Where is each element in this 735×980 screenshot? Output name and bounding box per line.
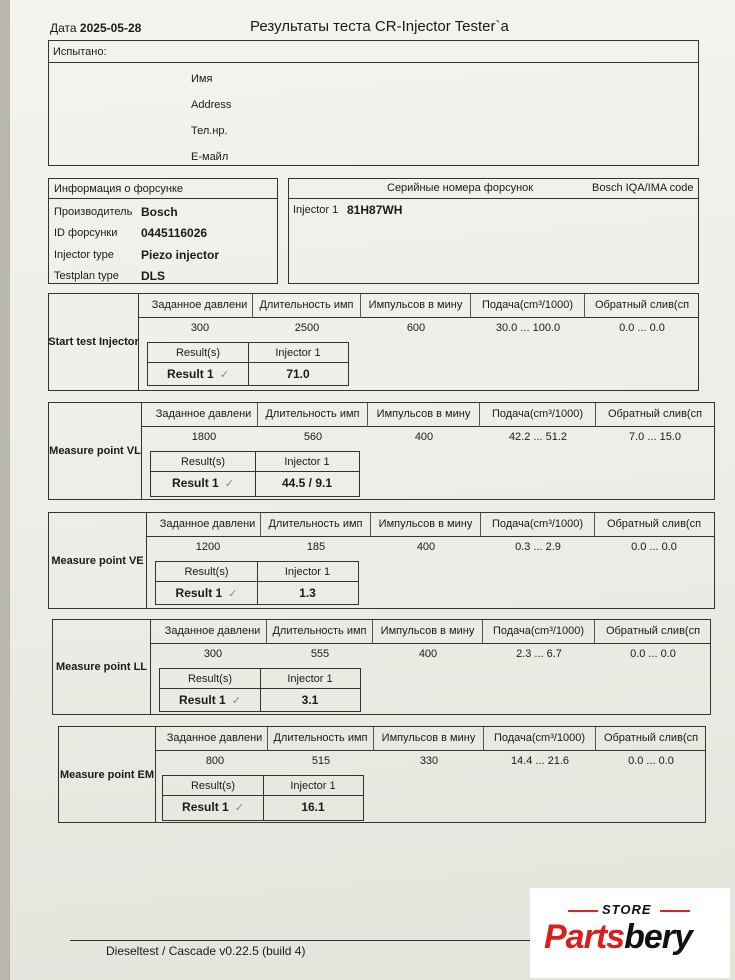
col-pulses: Импульсов в мину — [371, 513, 481, 537]
testplan-type-label: Testplan type — [54, 270, 119, 282]
section-label: Measure point LL — [53, 620, 151, 714]
col-delivery: Подача(cm³/1000) — [484, 727, 596, 751]
section-measure-ll — [52, 619, 711, 715]
section-label: Measure point VL — [49, 403, 142, 499]
col-duration: Длительность имп — [261, 513, 371, 537]
section-measure-em — [58, 726, 706, 823]
col-pressure: Заданное давлени — [162, 727, 268, 751]
result-row-label — [163, 796, 263, 818]
tested-by-box — [48, 40, 699, 166]
result-1-label: Result 1 — [167, 367, 214, 381]
section-measure-vl — [48, 402, 715, 500]
value-delivery: 42.2 ... 51.2 — [508, 431, 568, 443]
col-return: Обратный слив(cп — [603, 732, 699, 744]
value-pulses: 330 — [419, 755, 439, 767]
col-pulses: Импульсов в мину — [373, 620, 483, 644]
col-delivery: Подача(cm³/1000) — [481, 513, 595, 537]
partsbery-logo — [530, 888, 730, 978]
value-return: 0.0 ... 0.0 — [631, 541, 677, 553]
field-email: Е-майл — [191, 151, 229, 163]
col-pulses: Импульсов в мину — [368, 403, 480, 427]
column-header-row — [151, 620, 710, 644]
report-date — [50, 21, 141, 35]
tested-heading: Испытано: — [53, 46, 107, 58]
result-table — [150, 451, 360, 497]
col-duration: Длительность имп — [253, 294, 361, 318]
value-delivery: 30.0 ... 100.0 — [495, 322, 561, 334]
check-icon: ✓ — [228, 588, 238, 600]
date-value: 2025-05-28 — [79, 21, 142, 35]
section-label: Measure point VE — [49, 513, 147, 608]
check-icon: ✓ — [219, 369, 229, 381]
injector-id-label: ID форсунки — [54, 227, 118, 239]
result-table — [159, 668, 361, 712]
value-pressure: 1200 — [195, 541, 221, 553]
serial-numbers-box — [288, 178, 699, 284]
col-return: Обратный слив(cп — [607, 408, 703, 420]
column-header-row — [156, 727, 705, 751]
logo-store-text: STORE — [602, 902, 652, 917]
result-1-label: Result 1 — [175, 586, 223, 600]
col-pressure: Заданное давлени — [150, 403, 258, 427]
column-header-row — [142, 403, 714, 427]
col-pressure: Заданное давлени — [147, 294, 253, 318]
logo-brand-red: Parts — [544, 918, 625, 956]
result-value: 16.1 — [301, 800, 325, 814]
results-header: Result(s) — [163, 776, 263, 796]
value-duration: 2500 — [294, 322, 320, 334]
value-delivery: 2.3 ... 6.7 — [516, 648, 562, 660]
injector-id-value: 0445116026 — [141, 226, 208, 240]
results-header: Result(s) — [160, 669, 260, 689]
col-pulses: Импульсов в мину — [361, 294, 471, 318]
result-table — [155, 561, 359, 605]
col-return: Обратный слив(cп — [605, 625, 701, 637]
check-icon: ✓ — [231, 695, 241, 707]
logo-brand — [544, 918, 692, 957]
col-duration: Длительность имп — [268, 727, 374, 751]
field-phone: Тел.нр. — [191, 125, 228, 137]
value-duration: 560 — [303, 431, 323, 443]
value-delivery: 0.3 ... 2.9 — [515, 541, 561, 553]
tested-header — [49, 41, 698, 63]
result-row-label — [151, 472, 255, 494]
manufacturer-label: Производитель — [54, 206, 133, 218]
result-table — [162, 775, 364, 821]
value-return: 7.0 ... 15.0 — [629, 431, 681, 443]
result-value: 71.0 — [286, 367, 310, 381]
result-row-label — [156, 582, 257, 604]
result-row-label — [160, 689, 260, 711]
col-pressure: Заданное давлени — [155, 513, 261, 537]
col-delivery: Подача(cm³/1000) — [480, 403, 596, 427]
value-pulses: 400 — [418, 648, 438, 660]
serial-header — [289, 179, 698, 199]
value-return: 0.0 ... 0.0 — [628, 755, 674, 767]
injector-type-label: Injector type — [54, 249, 114, 261]
injector-header: Injector 1 — [248, 343, 348, 363]
value-pressure: 300 — [203, 648, 223, 660]
value-duration: 185 — [306, 541, 326, 553]
section-label: Measure point EM — [59, 727, 156, 822]
col-pressure: Заданное давлени — [159, 620, 267, 644]
section-label: Start test Injector — [49, 294, 139, 390]
check-icon: ✓ — [224, 478, 234, 490]
check-icon: ✓ — [234, 802, 244, 814]
serial-injector-value: 81H87WH — [347, 203, 403, 217]
col-return: Обратный слив(cп — [594, 299, 690, 311]
col-delivery: Подача(cm³/1000) — [471, 294, 585, 318]
value-pulses: 400 — [414, 431, 434, 443]
col-delivery: Подача(cm³/1000) — [483, 620, 595, 644]
value-pulses: 600 — [406, 322, 426, 334]
footer-version: Dieseltest / Cascade v0.22.5 (build 4) — [106, 944, 306, 958]
value-duration: 555 — [310, 648, 330, 660]
serial-injector-label: Injector 1 — [293, 204, 339, 216]
footer-divider — [70, 940, 570, 941]
col-duration: Длительность имп — [267, 620, 373, 644]
result-value: 44.5 / 9.1 — [281, 476, 333, 490]
result-value: 1.3 — [299, 586, 316, 600]
column-header-row — [147, 513, 714, 537]
injector-info-heading: Информация о форсунке — [54, 183, 183, 195]
logo-brand-black: bery — [624, 918, 692, 956]
result-1-label: Result 1 — [182, 800, 229, 814]
date-label: Дата — [50, 21, 77, 35]
section-start-test — [48, 293, 699, 391]
iqa-code-heading: Bosch IQA/IMA code — [592, 182, 694, 194]
injector-header: Injector 1 — [260, 669, 360, 689]
section-measure-ve — [48, 512, 715, 609]
result-1-label: Result 1 — [172, 476, 219, 490]
injector-header: Injector 1 — [255, 452, 359, 472]
logo-line-right — [660, 910, 690, 912]
col-duration: Длительность имп — [258, 403, 368, 427]
value-return: 0.0 ... 0.0 — [619, 322, 665, 334]
value-delivery: 14.4 ... 21.6 — [510, 755, 570, 767]
value-return: 0.0 ... 0.0 — [630, 648, 676, 660]
report-title: Результаты теста CR-Injector Tester`a — [250, 18, 509, 35]
results-header: Result(s) — [156, 562, 257, 582]
field-name: Имя — [191, 73, 213, 85]
value-pulses: 400 — [416, 541, 436, 553]
col-pulses: Импульсов в мину — [374, 727, 484, 751]
logo-line-left — [568, 910, 598, 912]
result-value: 3.1 — [301, 693, 319, 707]
manufacturer-value: Bosch — [141, 205, 178, 219]
results-header: Result(s) — [151, 452, 255, 472]
injector-type-value: Piezo injector — [141, 248, 220, 262]
field-address: Address — [191, 99, 232, 111]
injector-header: Injector 1 — [263, 776, 363, 796]
column-header-row — [139, 294, 698, 318]
result-table — [147, 342, 349, 386]
injector-info-box — [48, 178, 278, 284]
serials-heading: Серийные номера форсунок — [387, 182, 534, 194]
testplan-type-value: DLS — [141, 269, 165, 283]
injector-info-header — [49, 179, 277, 199]
test-report-page — [10, 0, 735, 980]
result-1-label: Result 1 — [179, 693, 226, 707]
result-row-label — [148, 363, 248, 385]
value-pressure: 300 — [190, 322, 210, 334]
results-header: Result(s) — [148, 343, 248, 363]
col-return: Обратный слив(cп — [606, 518, 702, 530]
value-pressure: 1800 — [191, 431, 217, 443]
value-pressure: 800 — [205, 755, 225, 767]
injector-header: Injector 1 — [257, 562, 358, 582]
value-duration: 515 — [311, 755, 331, 767]
